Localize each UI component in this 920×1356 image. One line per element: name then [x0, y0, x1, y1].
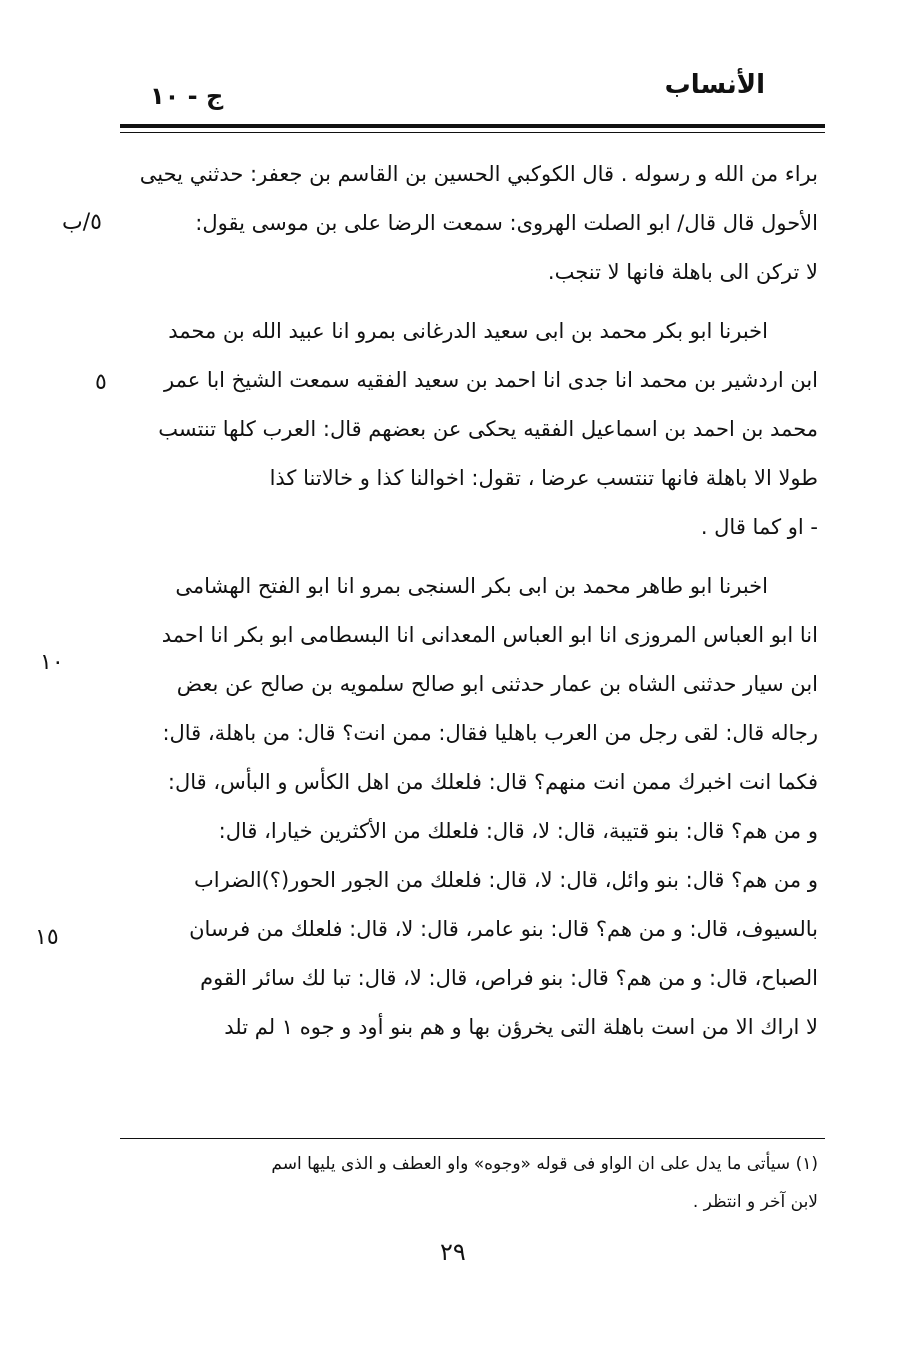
footnote-line: لابن آخر و انتظر . [692, 1192, 818, 1212]
text-line: الأحول قال قال/ ابو الصلت الهروى: سمعت الرضا على بن موسى يقول: [195, 211, 818, 235]
text-line: فكما انت اخبرك ممن انت منهم؟ قال: فلعلك من اهل الكأس و البأس، قال: [167, 770, 818, 794]
text-line: لا تركن الى باهلة فانها لا تنجب. [547, 260, 818, 284]
text-line: ابن اردشير بن محمد انا جدى انا احمد بن سعيد الفقيه سمعت الشيخ ابا عمر [163, 368, 818, 392]
running-header-volume: ج - ١٠ [150, 82, 224, 110]
text-line: براء من الله و رسوله . قال الكوكبي الحسين بن القاسم بن جعفر: حدثني يحيى [139, 162, 818, 186]
text-line: لا اراك الا من است باهلة التى يخرؤن بها و هم بنو أود و جوه ١ لم تلد [224, 1015, 818, 1039]
text-line: ابن سيار حدثنى الشاه بن عمار حدثنى ابو صالح سلمويه بن صالح عن بعض [176, 672, 818, 696]
text-line: - او كما قال . [700, 515, 818, 539]
header-rule-thin [120, 132, 825, 133]
text-line: انا ابو العباس المروزى انا ابو العباس المعدانى انا البسطامى ابو بكر انا احمد [161, 623, 818, 647]
text-line: الصباح، قال: و من هم؟ قال: بنو فراص، قال: لا، قال: تبا لك سائر القوم [200, 966, 818, 990]
text-line: اخبرنا ابو بكر محمد بن ابى سعيد الدرغانى بمرو انا عبيد الله بن محمد [168, 319, 768, 343]
footnote [120, 1145, 818, 1221]
text-line: رجاله قال: لقى رجل من العرب باهليا فقال: ممن انت؟ قال: من باهلة، قال: [162, 721, 818, 745]
main-text [118, 150, 818, 1052]
text-line: اخبرنا ابو طاهر محمد بن ابى بكر السنجى بمرو انا ابو الفتح الهشامى [175, 574, 768, 598]
margin-line-number-10: ١٠ [40, 650, 64, 675]
footnote-rule [120, 1138, 825, 1139]
footnote-line: (١) سيأتى ما يدل على ان الواو فى قوله «وجوه» واو العطف و الذى يليها اسم [271, 1154, 818, 1174]
margin-folio-note: ٥/ب [62, 210, 102, 235]
header-rule-thick [120, 124, 825, 128]
text-line: بالسيوف، قال: و من هم؟ قال: بنو عامر، قال: لا، قال: فلعلك من فرسان [189, 917, 818, 941]
page-number: ٢٩ [440, 1238, 466, 1266]
margin-line-number-5: ٥ [95, 370, 107, 395]
running-header-title: الأنساب [664, 70, 765, 100]
text-line: محمد بن احمد بن اسماعيل الفقيه يحكى عن بعضهم قال: العرب كلها تنتسب [158, 417, 818, 441]
text-line: طولا الا باهلة فانها تنتسب عرضا ، تقول: اخوالنا كذا و خالاتنا كذا [269, 466, 818, 490]
text-line: و من هم؟ قال: بنو قتيبة، قال: لا، قال: فلعلك من الأكثرين خيارا، قال: [218, 819, 818, 843]
text-line: و من هم؟ قال: بنو وائل، قال: لا، قال: فلعلك من الجور الحور(؟)الضراب [193, 868, 818, 892]
margin-line-number-15: ١٥ [35, 925, 59, 950]
